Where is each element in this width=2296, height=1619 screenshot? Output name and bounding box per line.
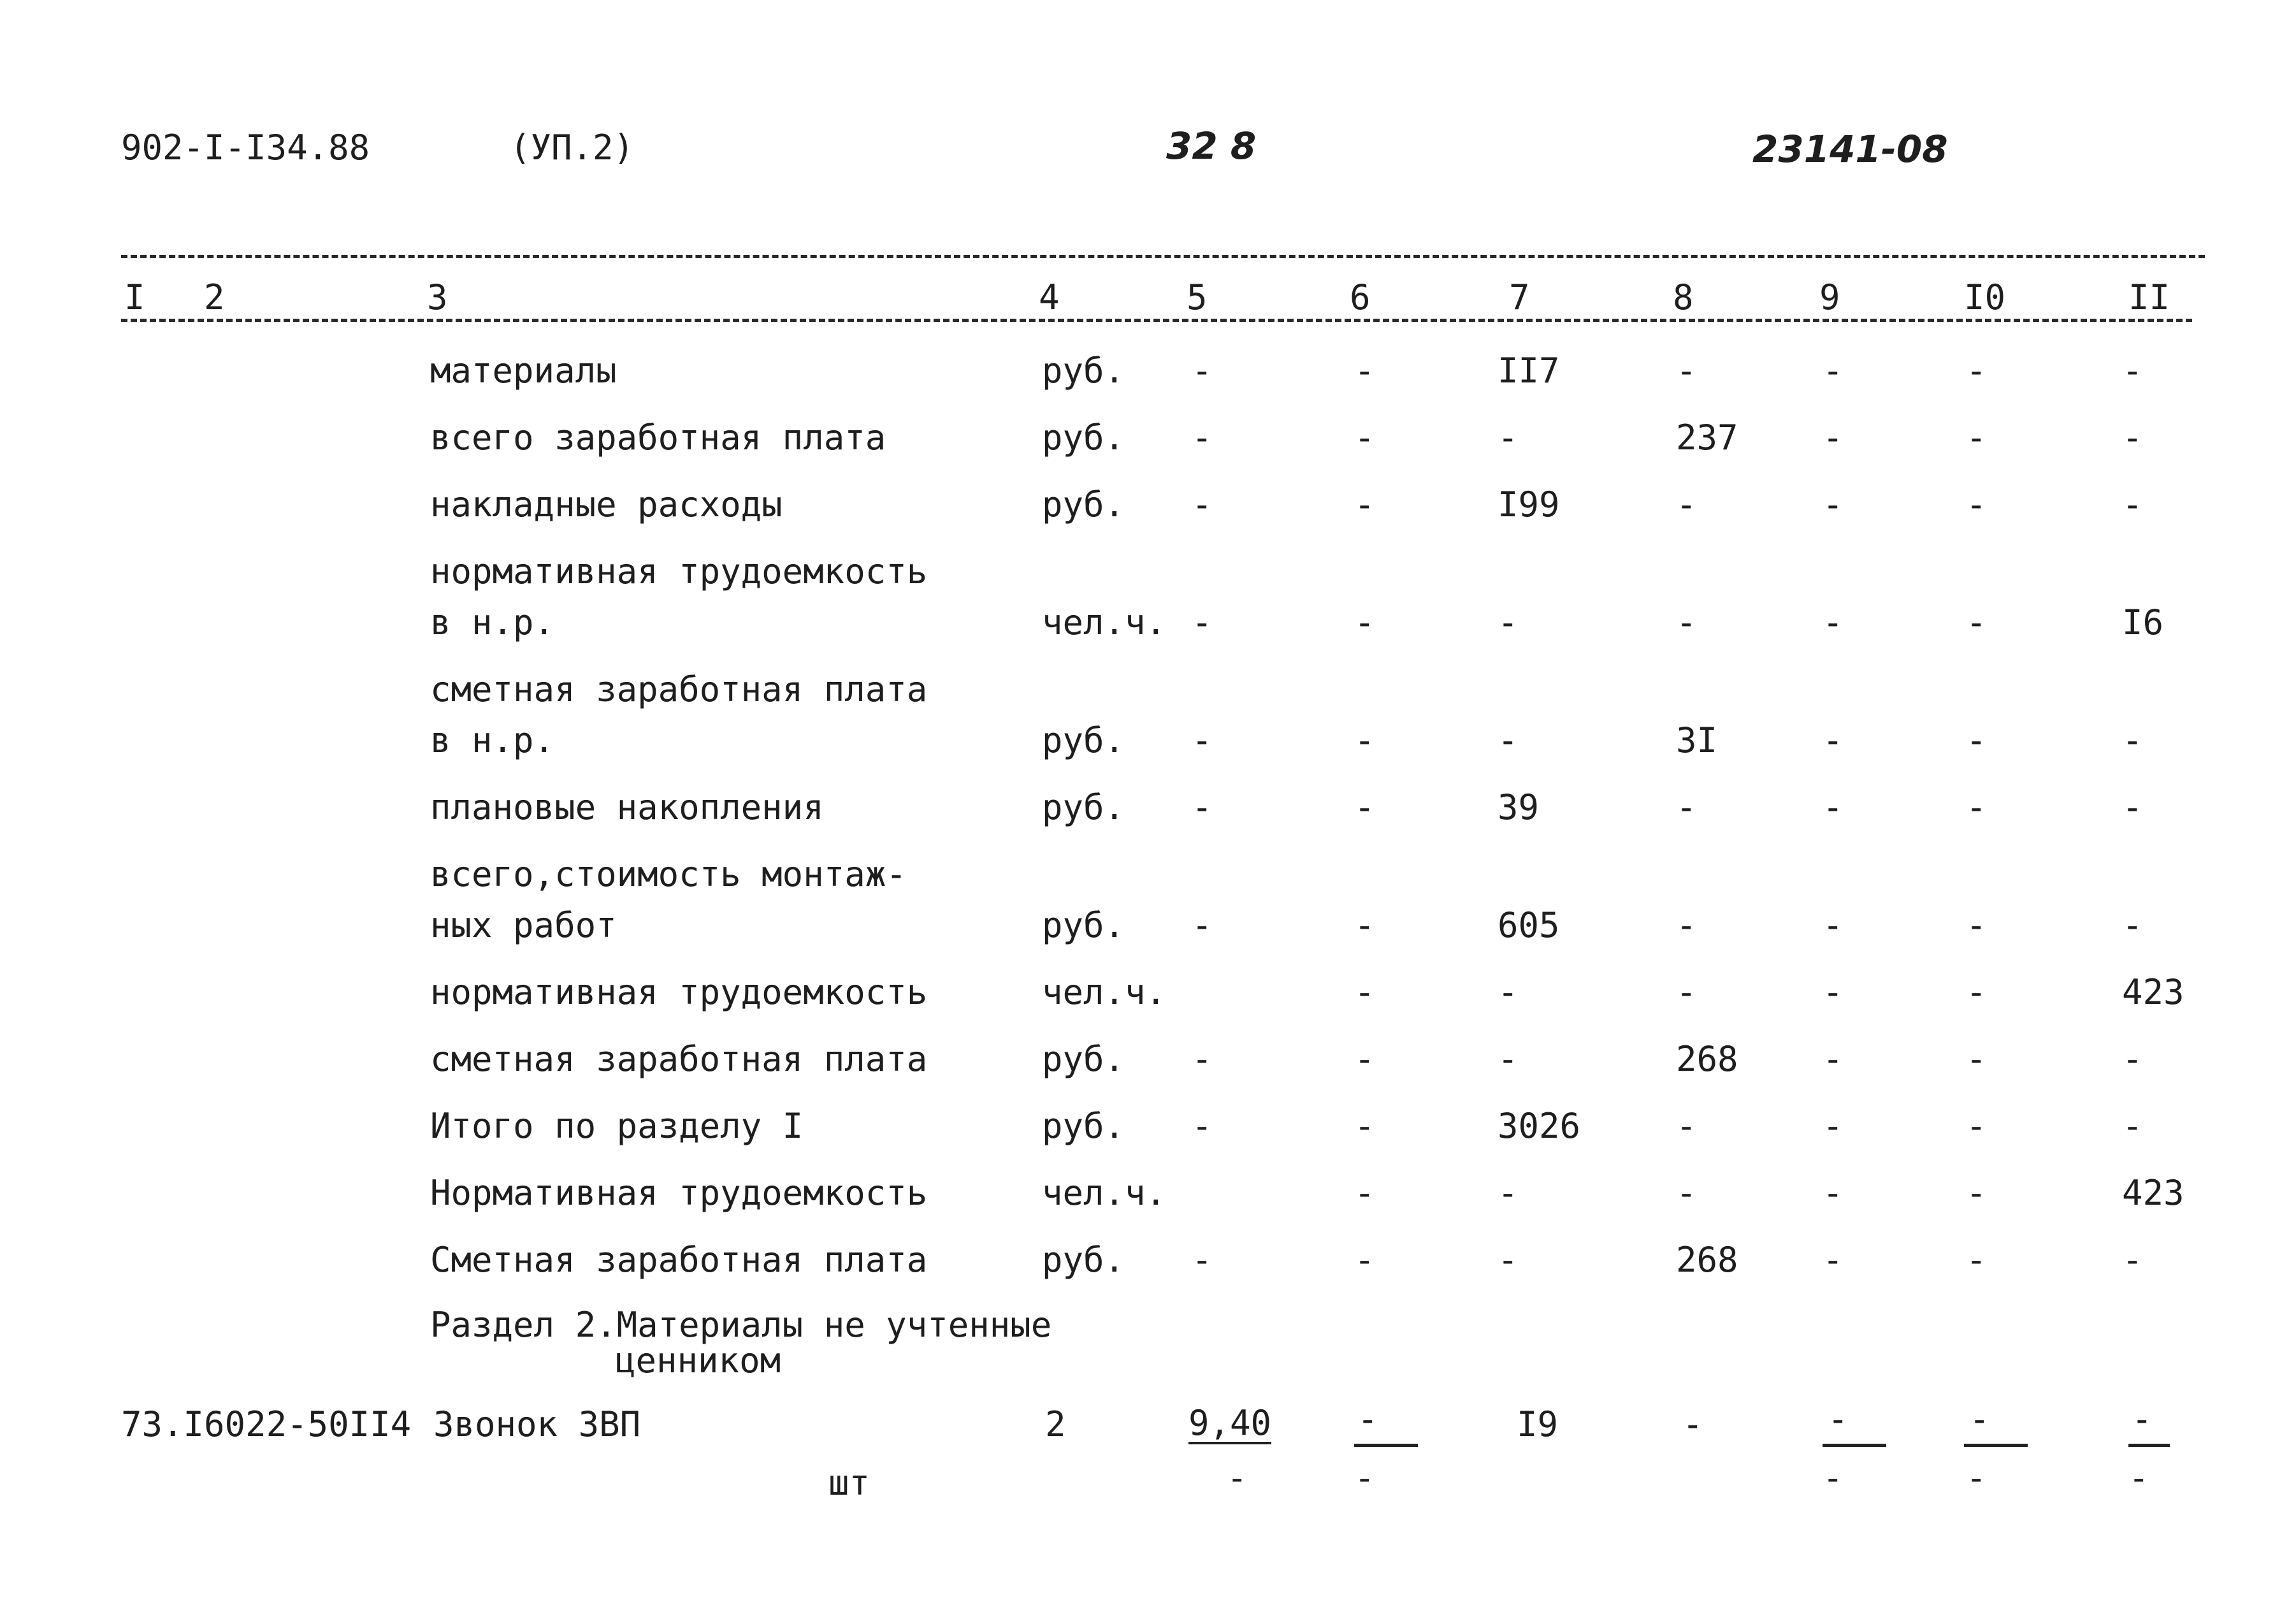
column-number-5: 5 (1187, 277, 1208, 317)
item-col10: - (1969, 1399, 1990, 1439)
row-cell-c5: - (1192, 417, 1213, 458)
row-cell-c7: I99 (1498, 484, 1560, 525)
section-2-title: Раздел 2.Материалы не учтенные (430, 1305, 1052, 1345)
row-cell-c8: - (1676, 972, 1697, 1012)
row-cell-c7: - (1498, 720, 1519, 760)
row-cell-c9: - (1823, 1240, 1844, 1280)
row-name: нормативная трудоемкость (430, 972, 928, 1012)
row-cell-c7: 605 (1498, 905, 1560, 945)
page-number: 32 8 (1166, 124, 1257, 168)
column-number-2: 2 (204, 277, 225, 317)
row-cell-c6: - (1354, 1106, 1375, 1146)
row-cell-c7: 39 (1498, 787, 1540, 827)
top-rule (121, 255, 2205, 258)
row-name: Нормативная трудоемкость (430, 1173, 928, 1213)
row-cell-c8: 268 (1676, 1039, 1738, 1079)
row-cell-unit: руб. (1042, 905, 1125, 945)
row-cell-c9: - (1823, 1106, 1844, 1146)
row-cell-c11: - (2122, 484, 2143, 525)
row-cell-c7: II7 (1498, 351, 1560, 391)
row-name: плановые накопления (430, 787, 824, 827)
row-cell-c11: - (2122, 1039, 2143, 1079)
row-cell-c9: - (1823, 351, 1844, 391)
row-cell-c7: - (1498, 1240, 1519, 1280)
item-sub-col10: - (1966, 1458, 1987, 1498)
row-name: всего,стоимость монтаж- (430, 854, 907, 894)
row-cell-c7: - (1498, 972, 1519, 1012)
row-cell-unit: руб. (1042, 1106, 1125, 1146)
item-col11-underline (2128, 1444, 2170, 1447)
row-cell-c10: - (1966, 1106, 1987, 1146)
row-name: Итого по разделу I (430, 1106, 804, 1146)
row-cell-c6: - (1354, 417, 1375, 458)
row-cell-c7: - (1498, 1039, 1519, 1079)
row-cell-c5: - (1192, 1039, 1213, 1079)
row-cell-unit: руб. (1042, 1039, 1125, 1079)
doc-code: 902-I-I34.88 (121, 127, 370, 168)
row-cell-c10: - (1966, 1173, 1987, 1213)
row-cell-c10: - (1966, 417, 1987, 458)
item-col6: - (1357, 1399, 1378, 1439)
row-cell-c10: - (1966, 351, 1987, 391)
row-cell-c7: - (1498, 1173, 1519, 1213)
project-number: 23141-08 (1752, 127, 1948, 171)
row-cell-unit: руб. (1042, 787, 1125, 827)
row-cell-unit: чел.ч. (1042, 1173, 1167, 1213)
row-cell-unit: руб. (1042, 417, 1125, 458)
row-cell-c11: - (2122, 787, 2143, 827)
row-cell-c11: 423 (2122, 972, 2184, 1012)
item-col9-underline (1823, 1444, 1886, 1447)
row-name: в н.р. (430, 602, 555, 643)
row-cell-c8: 3I (1676, 720, 1718, 760)
row-cell-c11: - (2122, 720, 2143, 760)
column-number-4: 4 (1039, 277, 1060, 317)
row-cell-c11: 423 (2122, 1173, 2184, 1213)
row-cell-c9: - (1823, 1173, 1844, 1213)
row-cell-c8: - (1676, 1106, 1697, 1146)
row-cell-c5: - (1192, 905, 1213, 945)
row-cell-c5: - (1192, 351, 1213, 391)
row-cell-c6: - (1354, 787, 1375, 827)
item-code: 73.I6022-50II4 (121, 1404, 412, 1444)
row-cell-c11: - (2122, 1106, 2143, 1146)
row-cell-c10: - (1966, 602, 1987, 643)
item-sub-col6: - (1354, 1458, 1375, 1498)
row-cell-c10: - (1966, 1039, 1987, 1079)
row-cell-c11: - (2122, 905, 2143, 945)
row-cell-c9: - (1823, 905, 1844, 945)
column-header-rule (121, 319, 2192, 322)
row-cell-c8: - (1676, 602, 1697, 643)
row-cell-c11: - (2122, 1240, 2143, 1280)
item-col10-underline (1964, 1444, 2028, 1447)
row-name: материалы (430, 351, 617, 391)
row-cell-c5: - (1192, 1240, 1213, 1280)
item-sub-col11: - (2128, 1458, 2149, 1498)
item-quantity: 2 (1045, 1404, 1066, 1444)
row-name: в н.р. (430, 720, 555, 760)
row-cell-c10: - (1966, 484, 1987, 525)
row-cell-c6: - (1354, 1173, 1375, 1213)
row-cell-unit: руб. (1042, 484, 1125, 525)
row-cell-c6: - (1354, 905, 1375, 945)
row-cell-c7: - (1498, 602, 1519, 643)
row-cell-c10: - (1966, 905, 1987, 945)
row-cell-c8: - (1676, 905, 1697, 945)
item-name: Звонок ЗВП (433, 1404, 641, 1444)
row-cell-c10: - (1966, 1240, 1987, 1280)
row-name: нормативная трудоемкость (430, 551, 928, 592)
row-name: сметная заработная плата (430, 1039, 928, 1079)
row-cell-c11: - (2122, 351, 2143, 391)
row-cell-unit: руб. (1042, 351, 1125, 391)
row-cell-c9: - (1823, 484, 1844, 525)
row-cell-c8: - (1676, 1173, 1697, 1213)
row-cell-unit: руб. (1042, 720, 1125, 760)
row-cell-c7: - (1498, 417, 1519, 458)
row-cell-c8: 237 (1676, 417, 1738, 458)
row-cell-unit: руб. (1042, 1240, 1125, 1280)
column-number-10: I0 (1964, 277, 2006, 317)
row-cell-c10: - (1966, 972, 1987, 1012)
item-col9: - (1828, 1399, 1849, 1439)
row-cell-c7: 3026 (1498, 1106, 1581, 1146)
row-cell-c6: - (1354, 484, 1375, 525)
item-col6-underline (1354, 1444, 1418, 1447)
item-unit: шт (828, 1463, 870, 1503)
row-cell-c5: - (1192, 602, 1213, 643)
item-cost: I9 (1517, 1404, 1559, 1444)
row-name: ных работ (430, 905, 617, 945)
item-sub-col5: - (1227, 1458, 1248, 1498)
row-cell-c9: - (1823, 787, 1844, 827)
row-name: сметная заработная плата (430, 669, 928, 709)
row-cell-c5: - (1192, 720, 1213, 760)
row-cell-c11: - (2122, 417, 2143, 458)
row-cell-c8: 268 (1676, 1240, 1738, 1280)
row-cell-c10: - (1966, 787, 1987, 827)
row-cell-c6: - (1354, 1240, 1375, 1280)
item-col8: - (1682, 1404, 1703, 1444)
row-cell-c6: - (1354, 1039, 1375, 1079)
row-cell-c8: - (1676, 484, 1697, 525)
section-2-title-cont: ценником (615, 1340, 781, 1381)
row-cell-c9: - (1823, 720, 1844, 760)
row-cell-c5: - (1192, 787, 1213, 827)
row-cell-c9: - (1823, 602, 1844, 643)
row-cell-c9: - (1823, 972, 1844, 1012)
row-cell-c11: I6 (2122, 602, 2164, 643)
item-unit-price: 9,40 (1188, 1403, 1272, 1443)
row-cell-c10: - (1966, 720, 1987, 760)
row-cell-c6: - (1354, 720, 1375, 760)
row-name: Сметная заработная плата (430, 1240, 928, 1280)
column-number-7: 7 (1509, 277, 1530, 317)
column-number-6: 6 (1350, 277, 1371, 317)
column-number-11: II (2128, 277, 2170, 317)
row-name: всего заработная плата (430, 417, 886, 458)
row-cell-c5: - (1192, 484, 1213, 525)
column-number-8: 8 (1673, 277, 1694, 317)
column-number-3: 3 (427, 277, 448, 317)
row-cell-c6: - (1354, 351, 1375, 391)
row-cell-unit: чел.ч. (1042, 602, 1167, 643)
row-cell-c9: - (1823, 417, 1844, 458)
row-name: накладные расходы (430, 484, 783, 525)
row-cell-c5: - (1192, 1106, 1213, 1146)
row-cell-c8: - (1676, 351, 1697, 391)
column-number-1: I (124, 277, 145, 317)
item-sub-col9: - (1823, 1458, 1844, 1498)
row-cell-c8: - (1676, 787, 1697, 827)
row-cell-c9: - (1823, 1039, 1844, 1079)
row-cell-c6: - (1354, 602, 1375, 643)
row-cell-c6: - (1354, 972, 1375, 1012)
row-cell-unit: чел.ч. (1042, 972, 1167, 1012)
item-col11: - (2132, 1399, 2153, 1439)
album-number: (УП.2) (510, 127, 635, 168)
column-number-9: 9 (1819, 277, 1840, 317)
